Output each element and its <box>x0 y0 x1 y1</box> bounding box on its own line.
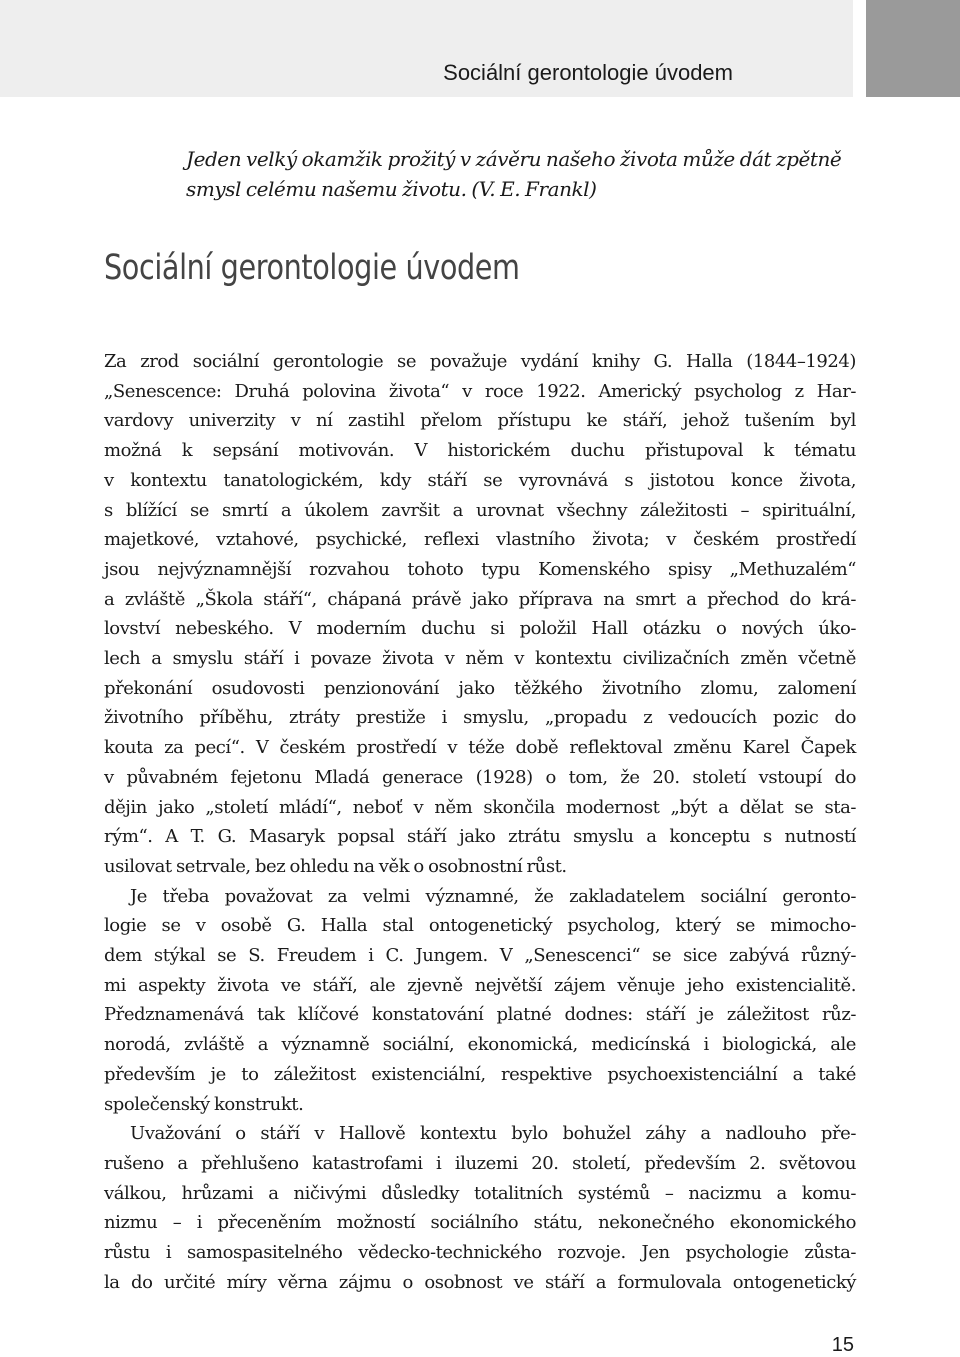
text-line: v půvabném fejetonu Mladá generace (1928) o tom, že 20. století vstoupí do <box>104 766 856 788</box>
text-line: majetkové, vztahové, psychické, reflexi vlastního života; v českém prostředí <box>104 529 856 551</box>
epigraph-line: smysl celému našemu životu. (V. E. Frankl) <box>186 177 597 201</box>
text-line: dějin jako „století mládí“, neboť v něm skončila modernost „být a dělat se sta- <box>104 796 856 818</box>
text-line: jsou nejvýznamnější rozvahou tohoto typu Komenského spisy „Methuzalém“ <box>104 558 856 580</box>
text-line: vardovy univerzity v ní zastihl přelom přístupu ke stáří, jehož tušením byl <box>104 410 856 432</box>
paragraph-1 <box>104 347 856 882</box>
chapter-title: Sociální gerontologie úvodem <box>104 248 520 288</box>
text-line: válkou, hrůzami a ničivými důsledky totalitních systémů – nacizmu a komu- <box>104 1182 856 1204</box>
text-line: společenský konstrukt. <box>104 1093 304 1115</box>
text-line: lovství nebeského. V moderním duchu si položil Hall otázku o nových úko- <box>104 618 856 640</box>
text-line: dem stýkal se S. Freudem i C. Jungem. V „Senescenci“ se sice zabývá různý- <box>104 945 856 967</box>
page-number: 15 <box>831 1334 854 1356</box>
running-header <box>0 0 853 97</box>
text-line: norodá, zvláště a významně sociální, ekonomická, medicínská i biologická, ale <box>104 1034 856 1056</box>
text-line: lech a smyslu stáří i povaze života v něm v kontextu civilizačních změn včetně <box>104 648 856 670</box>
text-line: v kontextu tanatologickém, kdy stáří se vyrovnává s jistotou konce života, <box>104 469 856 491</box>
text-line: a zvláště „Škola stáří“, chápaná právě jako příprava na smrt a přechod do krá- <box>104 588 856 610</box>
text-line: nizmu – i přeceněním možností sociálního státu, nekonečného ekonomického <box>104 1212 856 1234</box>
epigraph <box>186 144 856 204</box>
text-line: růstu i samospasitelného vědecko-technického rozvoje. Jen psychologie zůsta- <box>104 1242 856 1264</box>
text-line: logie se v osobě G. Halla stal ontogenetický psycholog, který se mimocho- <box>104 915 856 937</box>
body-text <box>104 347 856 1298</box>
text-line: „Senescence: Druhá polovina života“ v roce 1922. Americký psycholog z Har- <box>104 380 856 402</box>
text-line: mi aspekty života ve stáří, ale zjevně největší zájem věnuje jeho existencialitě. <box>104 974 856 996</box>
text-line: la do určité míry věrna zájmu o osobnost ve stáří a formulovala ontogenetický <box>104 1271 856 1293</box>
text-line: rým“. A T. G. Masaryk popsal stáří jako ztrátu smyslu a konceptu s nutností <box>104 826 856 848</box>
text-line: rušeno a přehlušeno katastrofami i iluzemi 20. století, především 2. světovou <box>104 1152 856 1174</box>
text-line: možná k sepsání motivován. V historickém duchu přistupoval k tématu <box>104 440 856 462</box>
paragraph-2 <box>104 882 856 1120</box>
text-line: Předznamenává tak klíčové konstatování platné dodnes: stáří je záležitost růz- <box>104 1004 856 1026</box>
text-line: Za zrod sociální gerontologie se považuje vydání knihy G. Halla (1844–1924) <box>104 351 856 372</box>
epigraph-line: Jeden velký okamžik prožitý v závěru našeho života může dát zpětně <box>186 147 842 171</box>
text-line: životního příběhu, ztráty prestiže i smyslu, „propadu z vedoucích pozic do <box>104 707 856 729</box>
text-line: s blížící se smrtí a úkolem završit a urovnat všechny záležitosti – spirituální, <box>104 499 856 521</box>
text-line: Je třeba považovat za velmi významné, že zakladatelem sociální geronto- <box>130 885 856 907</box>
chapter-thumb-tab <box>866 0 960 97</box>
text-line: překonání osudovosti penzionování jako těžkého životního zlomu, zalomení <box>104 677 856 699</box>
text-line: kouta za pecí“. V českém prostředí v téže době reflektoval změnu Karel Čapek <box>104 737 856 759</box>
text-line: Uvažování o stáří v Hallově kontextu bylo bohužel záhy a nadlouho pře- <box>130 1123 856 1145</box>
paragraph-3 <box>104 1119 856 1297</box>
text-line: usilovat setrvale, bez ohledu na věk o osobnostní růst. <box>104 855 567 877</box>
running-header-title: Sociální gerontologie úvodem <box>443 60 733 85</box>
text-line: především je to záležitost existenciální, respektive psychoexistenciální a také <box>104 1063 856 1085</box>
